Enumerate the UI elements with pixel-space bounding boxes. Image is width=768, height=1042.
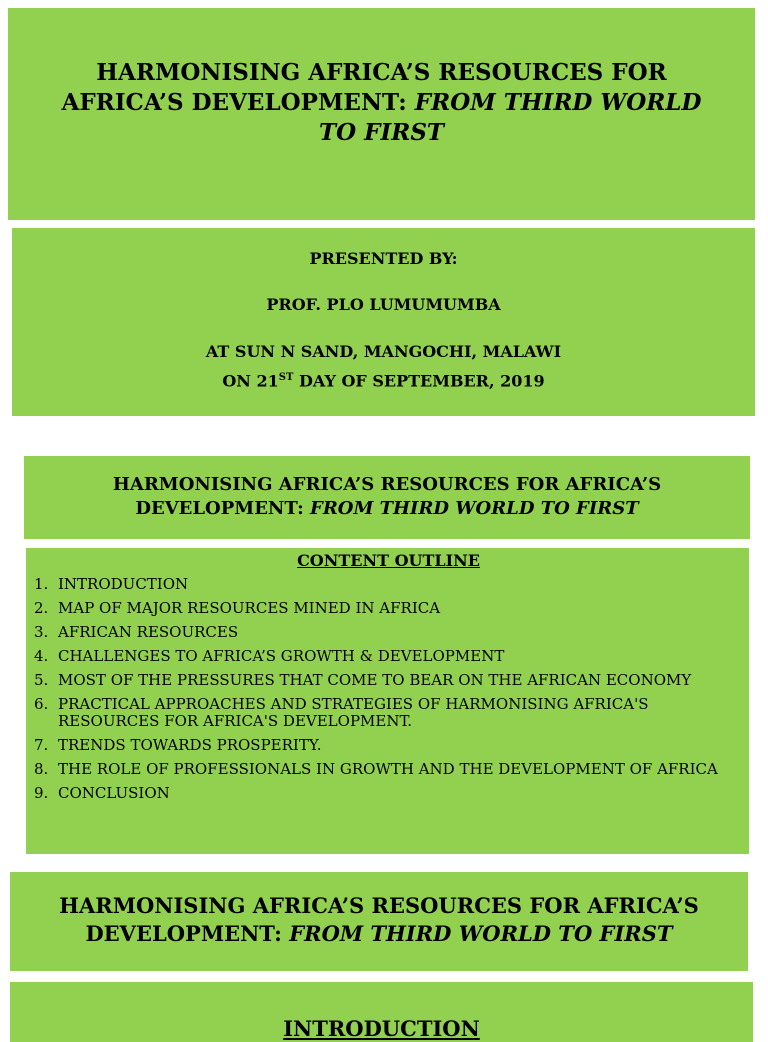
item-number: 3. bbox=[34, 623, 49, 641]
outline-list bbox=[34, 576, 743, 802]
list-item bbox=[34, 648, 743, 665]
title-line-3: TO FIRST bbox=[318, 119, 445, 146]
presenter-slide bbox=[12, 228, 755, 416]
title-line-2-prefix: AFRICA’S DEVELOPMENT: bbox=[61, 89, 415, 116]
intro-title-line-2 bbox=[10, 920, 748, 948]
presented-by-label: PRESENTED BY: bbox=[309, 249, 458, 268]
title-line-2 bbox=[8, 88, 755, 118]
item-number: 2. bbox=[34, 599, 49, 617]
outline-title-line-2 bbox=[24, 497, 750, 521]
intro-title-line-2-prefix: DEVELOPMENT: bbox=[85, 921, 290, 946]
outline-title-line-2-italic: FROM THIRD WORLD TO FIRST bbox=[310, 498, 639, 519]
date-prefix: ON 21 bbox=[222, 371, 279, 391]
item-text: THE ROLE OF PROFESSIONALS IN GROWTH AND THE DEVELOPMENT OF AFRICA bbox=[58, 760, 718, 778]
list-item bbox=[34, 576, 743, 593]
outline-heading: CONTENT OUTLINE bbox=[297, 551, 480, 570]
item-text: CHALLENGES TO AFRICA’S GROWTH & DEVELOPMENT bbox=[58, 647, 505, 665]
content-outline bbox=[26, 548, 749, 854]
introduction-slide bbox=[10, 982, 753, 1042]
intro-title-line-2-italic: FROM THIRD WORLD TO FIRST bbox=[289, 921, 673, 946]
intro-title-line-1: HARMONISING AFRICA’S RESOURCES FOR AFRICA’S bbox=[59, 893, 699, 918]
item-text: PRACTICAL APPROACHES AND STRATEGIES OF HARMONISING AFRICA'S RESOURCES FOR AFRICA'S DEVELOPMENT. bbox=[58, 695, 649, 730]
item-text: AFRICAN RESOURCES bbox=[58, 623, 239, 641]
venue-text: AT SUN N SAND, MANGOCHI, MALAWI bbox=[205, 342, 562, 361]
date-text bbox=[12, 367, 755, 392]
outline-title-line-2-prefix: DEVELOPMENT: bbox=[135, 498, 311, 519]
item-number: 1. bbox=[34, 575, 49, 593]
title-line-1: HARMONISING AFRICA’S RESOURCES FOR bbox=[96, 59, 667, 86]
intro-title-slide bbox=[10, 872, 748, 971]
item-number: 9. bbox=[34, 784, 49, 802]
item-number: 8. bbox=[34, 760, 49, 778]
title-slide bbox=[8, 8, 755, 220]
outline-title-slide bbox=[24, 456, 750, 539]
list-item bbox=[34, 785, 743, 802]
presenter-name: PROF. PLO LUMUMUMBA bbox=[266, 295, 501, 314]
item-text: MAP OF MAJOR RESOURCES MINED IN AFRICA bbox=[58, 599, 441, 617]
list-item bbox=[34, 600, 743, 617]
item-text: MOST OF THE PRESSURES THAT COME TO BEAR ON THE AFRICAN ECONOMY bbox=[58, 671, 692, 689]
item-number: 5. bbox=[34, 671, 49, 689]
item-number: 4. bbox=[34, 647, 49, 665]
item-text: TRENDS TOWARDS PROSPERITY. bbox=[58, 736, 322, 754]
item-text: INTRODUCTION bbox=[58, 575, 189, 593]
list-item bbox=[34, 737, 743, 754]
list-item bbox=[34, 672, 743, 689]
introduction-heading: INTRODUCTION bbox=[283, 1016, 480, 1041]
outline-title-line-1: HARMONISING AFRICA’S RESOURCES FOR AFRICA’S bbox=[112, 474, 662, 495]
item-number: 6. bbox=[34, 695, 49, 713]
list-item bbox=[34, 696, 743, 730]
item-number: 7. bbox=[34, 736, 49, 754]
list-item bbox=[34, 761, 743, 778]
title-line-2-italic: FROM THIRD WORLD bbox=[414, 89, 702, 116]
list-item bbox=[34, 624, 743, 641]
date-suffix: DAY OF SEPTEMBER, 2019 bbox=[293, 371, 545, 391]
date-sup: ST bbox=[278, 372, 294, 383]
item-text: CONCLUSION bbox=[58, 784, 170, 802]
